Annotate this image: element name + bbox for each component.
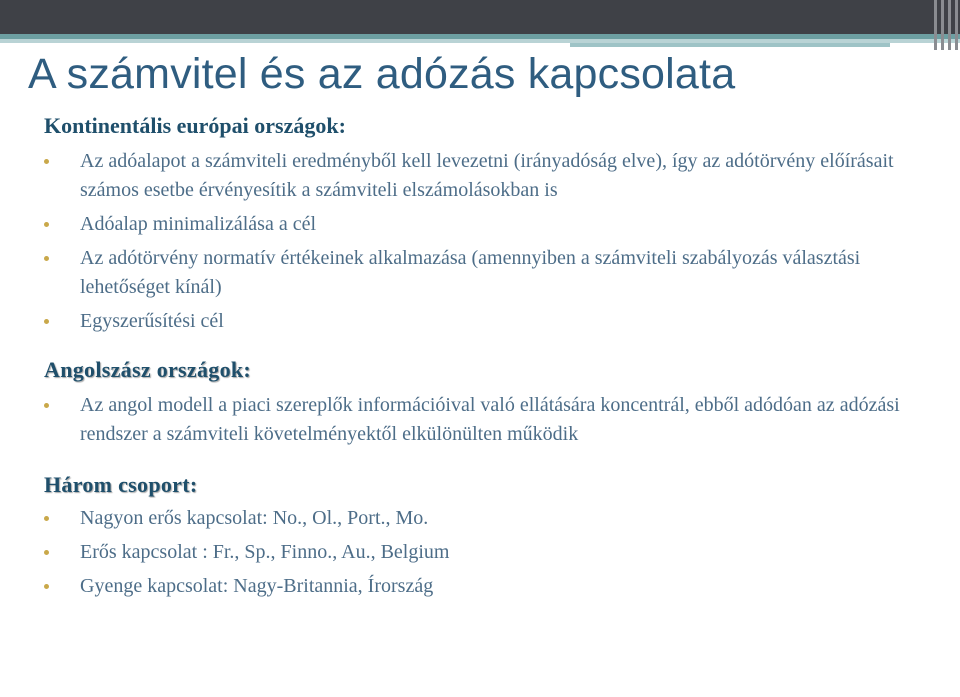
- bullet-text: Erős kapcsolat : Fr., Sp., Finno., Au., Belgium: [80, 541, 450, 563]
- bullet-dot-icon: [44, 550, 49, 555]
- bullet-item: [44, 538, 944, 567]
- header-accent-line: [570, 43, 890, 47]
- bullet-text: Egyszerűsítési cél: [80, 310, 224, 332]
- section-continental: [44, 112, 944, 336]
- bullet-dot-icon: [44, 403, 49, 408]
- bullet-item: [44, 391, 944, 449]
- page-title: A számvitel és az adózás kapcsolata: [28, 50, 736, 98]
- header-stripe: [948, 0, 951, 50]
- bullet-item: [44, 244, 944, 302]
- bullet-dot-icon: [44, 584, 49, 589]
- bullet-dot-icon: [44, 516, 49, 521]
- bullet-item: [44, 572, 944, 601]
- bullet-text: Nagyon erős kapcsolat: No., Ol., Port., Mo.: [80, 507, 429, 529]
- bullet-item: [44, 147, 944, 205]
- section-anglo-saxon: [44, 356, 944, 449]
- slide-content: [44, 112, 944, 606]
- bullet-text: Adóalap minimalizálása a cél: [80, 213, 317, 235]
- bullet-dot-icon: [44, 256, 49, 261]
- header-stripe: [941, 0, 944, 50]
- bullet-item: [44, 504, 944, 533]
- header-stripe: [955, 0, 958, 50]
- bullet-text: Az angol modell a piaci szereplők információival való ellátására koncentrál, ebből adódóan az adózási rendszer a számviteli követelményektől elkülönülten működik: [80, 394, 900, 445]
- section-heading: Angolszász országok:: [44, 357, 252, 382]
- header-stripe: [934, 0, 937, 50]
- bullet-item: [44, 307, 944, 336]
- bullet-text: Gyenge kapcsolat: Nagy-Britannia, Írország: [80, 575, 434, 597]
- header-band: [0, 0, 960, 34]
- bullet-list: [44, 391, 944, 449]
- section-heading: Három csoport:: [44, 472, 198, 497]
- section-three-groups: [44, 471, 944, 601]
- bullet-dot-icon: [44, 319, 49, 324]
- bullet-dot-icon: [44, 159, 49, 164]
- bullet-dot-icon: [44, 222, 49, 227]
- section-heading: Kontinentális európai országok:: [44, 113, 346, 138]
- bullet-item: [44, 210, 944, 239]
- bullet-list: [44, 147, 944, 336]
- bullet-text: Az adótörvény normatív értékeinek alkalmazása (amennyiben a számviteli szabályozás választási lehetőséget kínál): [80, 247, 861, 298]
- bullet-list: [44, 504, 944, 601]
- bullet-text: Az adóalapot a számviteli eredményből kell levezetni (irányadóság elve), így az adótörvény előírásait számos esetbe érvényesítik a számviteli elszámolásokban is: [80, 150, 894, 201]
